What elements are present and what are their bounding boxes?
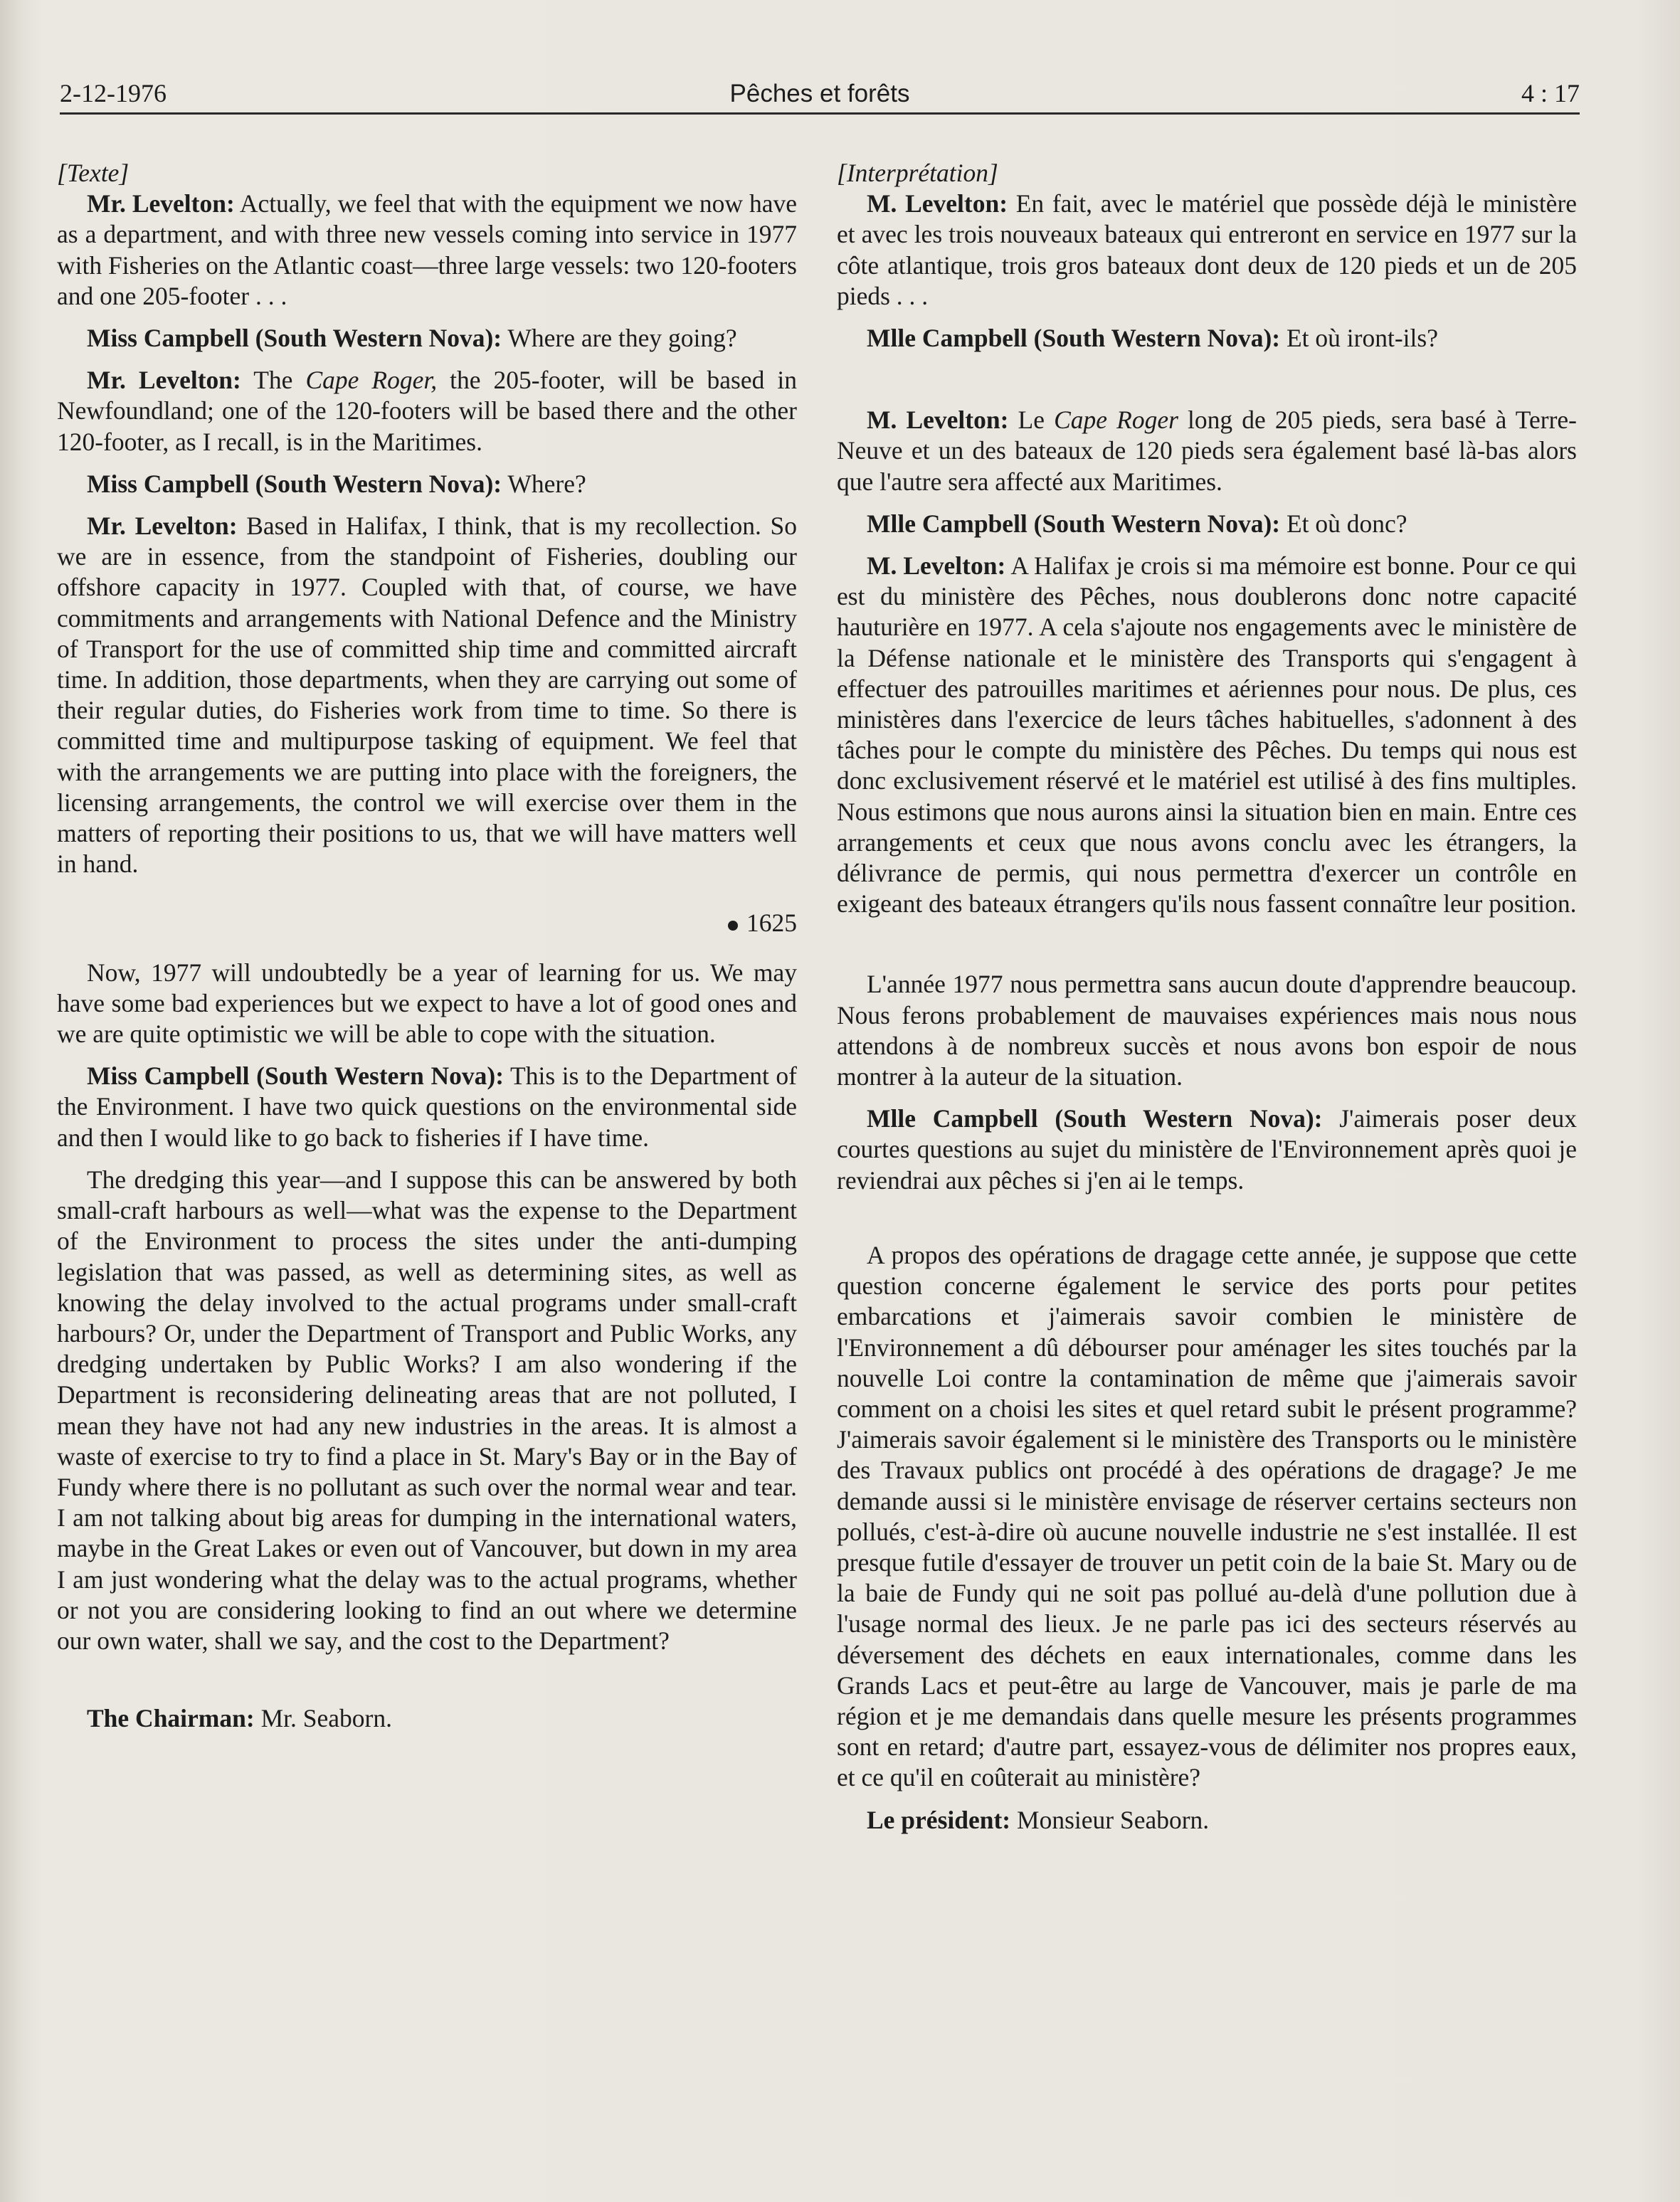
- speech-text: L'année 1977 nous permettra sans aucun doute d'apprendre beaucoup. Nous ferons probablement de mauvaises expériences mais nous nous attendons à de nombreux succès et nous avons bon espoir de nous montrer à la auteur de la situation.: [837, 970, 1577, 1091]
- speaker: M. Levelton:: [867, 406, 1009, 435]
- speaker: M. Levelton:: [867, 551, 1006, 581]
- speaker: Miss Campbell (South Western Nova):: [87, 469, 502, 498]
- speaker: Miss Campbell (South Western Nova):: [87, 324, 502, 353]
- ship-name: Cape Roger: [1054, 406, 1178, 435]
- header-page-number: 4 : 17: [1521, 79, 1580, 107]
- english-column: [57, 158, 797, 1734]
- speech-text: Et où donc?: [1287, 509, 1407, 538]
- paragraph: [837, 1805, 1577, 1836]
- header-title: Pêches et forêts: [729, 80, 910, 107]
- speaker: Mr. Levelton:: [87, 189, 235, 218]
- section-tag: [Texte]: [57, 159, 130, 187]
- paragraph: [57, 189, 797, 312]
- paragraph: [57, 365, 797, 457]
- paragraph: [57, 1165, 797, 1656]
- speech-text: Based in Halifax, I think, that is my recollection. So we are in essence, from the standpoint of Fisheries, doubling our offshore capacity in 1977. Coupled with that, of course, we have commitments and arrangements with National Defence and the Ministry of Transport for the use of committed ship time and committed aircraft time. In addition, those departments, when they are carrying out some of their regular duties, do Fisheries work from time to time. So there is committed time and multipurpose tasking of equipment. We feel that with the arrangements we are putting into place with the foreigners, the licensing arrangements, the control we will exercise over them in the matters of reporting their positions to us, that we will have matters well in hand.: [57, 512, 798, 879]
- speaker: Mlle Campbell (South Western Nova):: [867, 509, 1281, 538]
- speech-text: The: [253, 366, 293, 395]
- header-date: 2-12-1976: [60, 79, 167, 107]
- paragraph: [837, 405, 1577, 497]
- paragraph: [837, 1240, 1577, 1794]
- paragraph: [57, 1703, 797, 1734]
- speaker: Mlle Campbell (South Western Nova):: [867, 1104, 1323, 1133]
- paragraph: [837, 509, 1577, 539]
- speech-text: A propos des opérations de dragage cette année, je suppose que cette question concerne également le service des ports pour petites embarcations et j'aimerais savoir combien le ministère de l'Environnement a dû débourser pour aménager les sites touchés par la nouvelle Loi contre la contamination de même que j'aimerais savoir comment on a choisi les sites et quel retard subit le présent programme? J'aimerais savoir également si le ministère des Transports ou le ministère des Travaux publics ont procédé à des opérations de dragage? Je me demande aussi si le ministère envisage de réserver certains secteurs non pollués, c'est-à-dire où aucune nouvelle industrie ne s'est installée. Il est presque futile d'essayer de trouver un petit coin de la baie St. Mary ou de la baie de Fundy qui ne soit pas pollué au-delà d'une pollution due à l'usage normal des lieux. Je ne parle pas ici des secteurs réservés au déversement des déchets en eaux internationales, comme dans les Grands Lacs et peut-être au large de Vancouver, mais je parle de ma région et je me demandais dans quelle mesure les présents programmes sont en retard; d'autre part, essayez-vous de délimiter nos propres eaux, et ce qu'il en coûterait au ministère?: [837, 1240, 1577, 1792]
- speech-text: the 205-footer, will be based in Newfoundland; one of the 120-footers will be based there and the other 120-footer, as I recall, is in the Maritimes.: [57, 366, 798, 456]
- speaker: M. Levelton:: [867, 189, 1008, 218]
- paragraph: [837, 969, 1577, 1092]
- section-tag: [Interprétation]: [837, 159, 998, 187]
- speech-text: J'aimerais poser deux courtes questions au sujet du ministère de l'Environnement après quoi je reviendrai aux pêches si j'en ai le temps.: [837, 1104, 1578, 1195]
- speech-text: A Halifax je crois si ma mémoire est bonne. Pour ce qui est du ministère des Pêches, nous doublerons donc notre capacité hauturière en 1977. A cela s'ajoute nos engagements avec le ministère de la Défense nationale et le ministère des Transports qui s'engagent à effectuer des patrouilles maritimes et aériennes pour nous. De plus, ces ministères dans l'exercice de leurs tâches habituelles, s'adonnent à des tâches pour le compte du ministère des Pêches. Du temps qui nous est donc exclusivement réservé et le matériel est utilisé à des fins multiples. Nous estimons que nous aurons ainsi la situation bien en main. Entre ces arrangements et ceux que nous avons conclu avec les étrangers, la délivrance de permis, qui nous permettra d'exercer un contrôle en exigeant des bateaux étrangers qu'ils nous fassent connaître leur position.: [837, 551, 1577, 919]
- speech-text: Where are they going?: [507, 324, 737, 353]
- speech-text: Et où iront-ils?: [1287, 324, 1438, 353]
- page-header: [60, 71, 1580, 115]
- paragraph: [837, 323, 1577, 354]
- paragraph: [57, 511, 797, 879]
- speaker: Mr. Levelton:: [87, 512, 238, 541]
- paragraph: [57, 323, 797, 354]
- paragraph: [837, 189, 1577, 312]
- speech-text: Actually, we feel that with the equipment we now have as a department, and with three new vessels coming into service in 1977 with Fisheries on the Atlantic coast—three large vessels: two 120-footers and one 205-footer . . .: [57, 189, 798, 310]
- speech-text: Le: [1018, 406, 1045, 435]
- speech-text: Now, 1977 will undoubtedly be a year of learning for us. We may have some bad experiences but we expect to have a lot of good ones and we are quite optimistic we will be able to cope with the situation.: [57, 958, 797, 1049]
- paragraph: [57, 958, 797, 1050]
- french-column: [837, 158, 1577, 1836]
- speech-text: Where?: [507, 469, 586, 498]
- speaker: The Chairman:: [87, 1704, 255, 1733]
- bullet-icon: [728, 921, 738, 931]
- speech-text: This is to the Department of the Environment. I have two quick questions on the environmental side and then I would like to go back to fisheries if I have time.: [57, 1062, 797, 1152]
- paragraph: [837, 551, 1577, 919]
- speaker: Mlle Campbell (South Western Nova):: [867, 324, 1281, 353]
- speech-text: long de 205 pieds, sera basé à Terre-Neuve et un des bateaux de 120 pieds sera également basé là-bas alors que l'autre sera affecté aux Maritimes.: [837, 406, 1577, 496]
- ship-name: Cape Roger,: [305, 366, 438, 395]
- speech-text: The dredging this year—and I suppose this can be answered by both small-craft harbours as well—what was the expense to the Department of the Environment to process the sites under the anti-dumping legislation that was passed, as well as determining sites, as well as knowing the delay involved to the actual programs under small-craft harbours? Or, under the Department of Transport and Public Works, any dredging undertaken by Public Works? I am also wondering if the Department is reconsidering delineating areas that are not polluted, I mean they have not had any new industries in the areas. It is almost a waste of exercise to try to find a place in St. Mary's Bay or in the Bay of Fundy where there is no pollutant as such over the normal wear and tear. I am not talking about big areas for dumping in the international waters, maybe in the Great Lakes or even out of Vancouver, but down in my area I am just wondering what the delay was to the actual programs, whether or not you are considering looking to find an out where we determine our own water, shall we say, and the cost to the Department?: [57, 1165, 797, 1655]
- paragraph: [57, 469, 797, 499]
- speaker: Mr. Levelton:: [87, 366, 241, 395]
- speech-text: Mr. Seaborn.: [260, 1704, 392, 1733]
- speech-text: Monsieur Seaborn.: [1017, 1805, 1210, 1834]
- paragraph: [57, 1061, 797, 1153]
- speaker: Miss Campbell (South Western Nova):: [87, 1062, 504, 1091]
- timestamp: 1625: [57, 908, 797, 938]
- speaker: Le président:: [867, 1805, 1011, 1834]
- speech-text: En fait, avec le matériel que possède déjà le ministère et avec les trois nouveaux bateaux qui entreront en service en 1977 sur la côte atlantique, trois gros bateaux dont deux de 120 pieds et un de 205 pieds . . .: [837, 189, 1578, 310]
- paragraph: [837, 1103, 1577, 1196]
